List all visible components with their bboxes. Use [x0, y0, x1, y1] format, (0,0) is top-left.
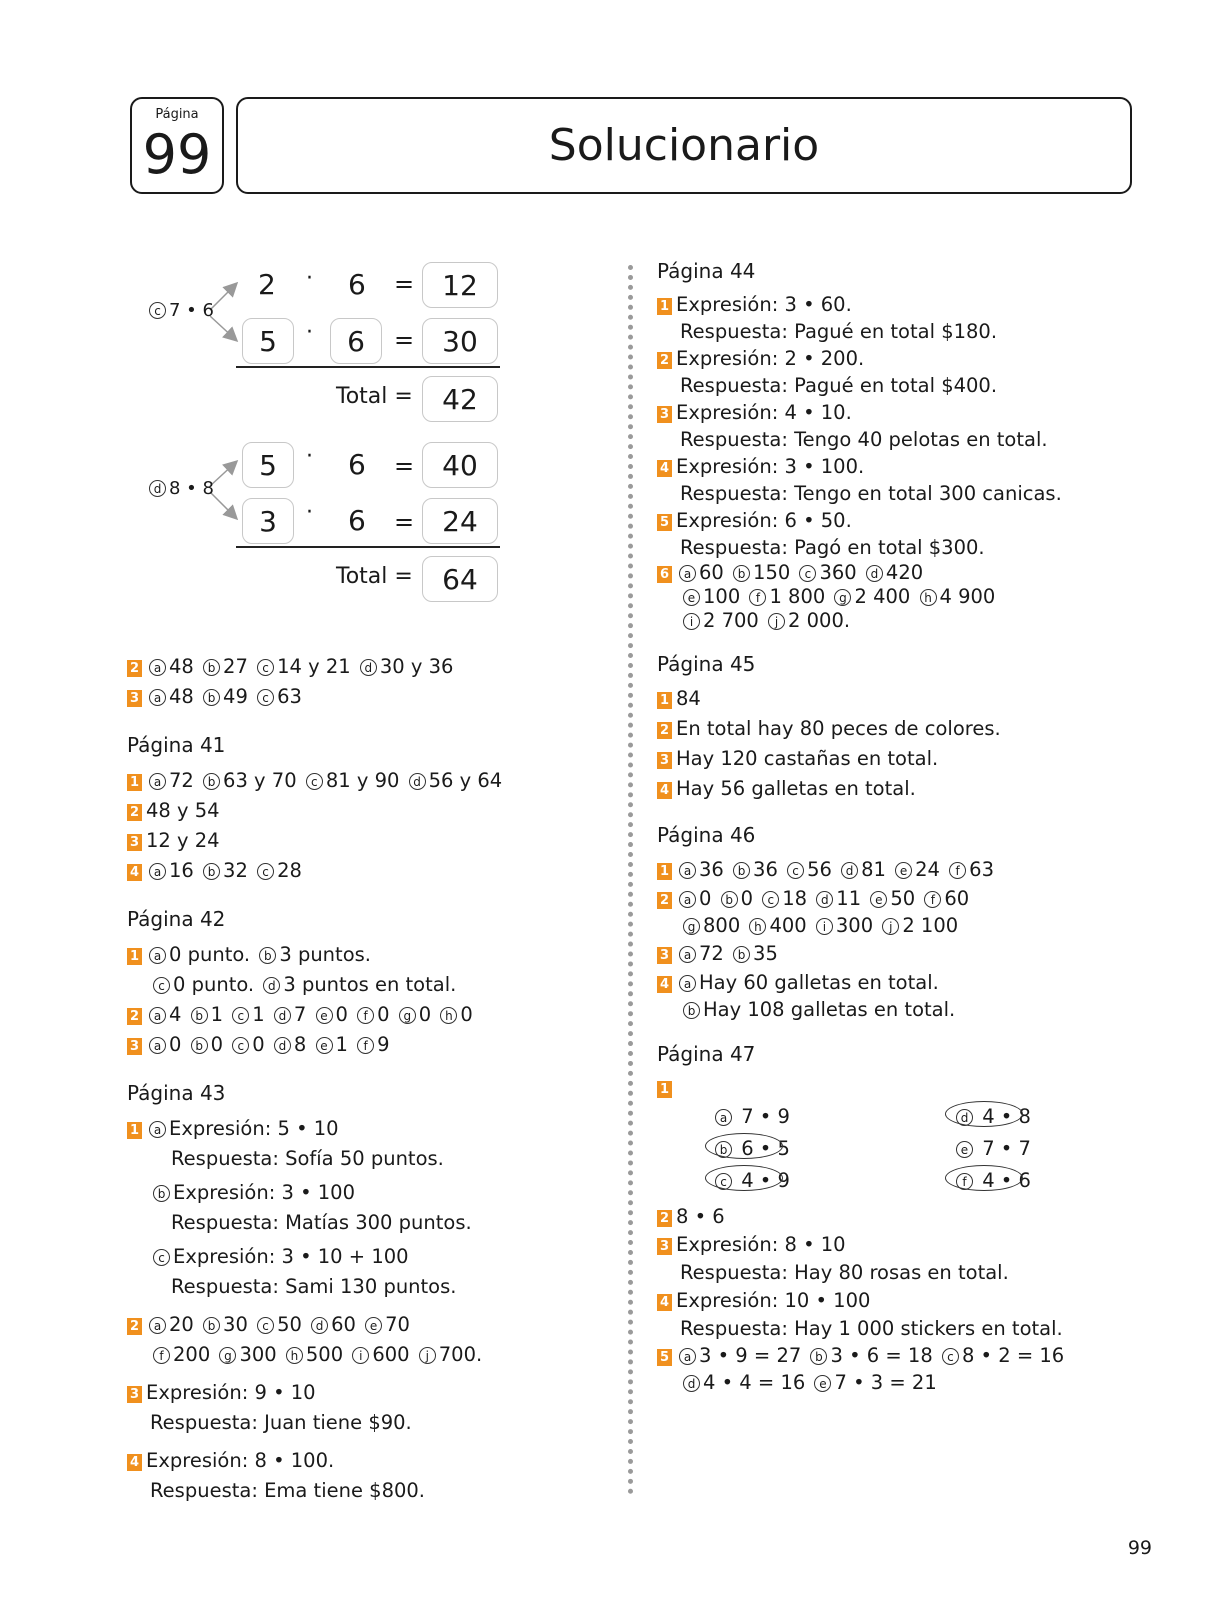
p43-item-1c: c Expresión: 3 • 10 + 100	[127, 1242, 597, 1272]
p44-item-2-resp: Respuesta: Pagué en total $400.	[680, 374, 998, 397]
diagram-d-label: d 8 • 8	[146, 478, 214, 499]
heading-p42: Página 42	[127, 907, 226, 931]
d-row2-equals: =	[394, 508, 415, 536]
p42-item-2: 2 a 4 b 1 c 1 d 7 e 0 f 0 g 0 h 0	[127, 1000, 597, 1030]
p47-1b: b 6 • 5	[712, 1135, 790, 1162]
p47-item-3-resp: Respuesta: Hay 80 rosas en total.	[680, 1261, 1009, 1284]
p40-item-2: 2 a 48 b 27 c 14 y 21 d 30 y 36	[127, 652, 597, 682]
p43-item-1b: b Expresión: 3 • 100	[127, 1178, 597, 1208]
decomposition-diagram	[140, 262, 520, 622]
p46-item-4: 4 a Hay 60 galletas en total.	[657, 969, 1157, 996]
d-row1-equals: =	[394, 452, 415, 480]
p44-item-6-cont1: e 100 f 1 800 g 2 400 h 4 900	[657, 585, 1157, 609]
d-row2-result: 24	[422, 498, 498, 544]
diagram-c-label: c 7 • 6	[146, 300, 214, 321]
p47-item-2: 2 8 • 6	[657, 1203, 1157, 1230]
c-row1-dot: ·	[306, 266, 313, 291]
p43-item-3-resp: Respuesta: Juan tiene $90.	[150, 1411, 412, 1434]
p43-item-1c-resp: Respuesta: Sami 130 puntos.	[171, 1275, 457, 1298]
p43-item-4: 4 Expresión: 8 • 100.	[127, 1446, 597, 1476]
p46-item-1: 1 a 36 b 36 c 56 d 81 e 24 f 63	[657, 855, 1157, 885]
p43-item-1a: 1 a Expresión: 5 • 10	[127, 1114, 597, 1144]
d-row1-dot: ·	[306, 444, 313, 469]
p44-item-5-resp: Respuesta: Pagó en total $300.	[680, 536, 985, 559]
p47-item-4: 4 Expresión: 10 • 100	[657, 1286, 1157, 1316]
heading-p47: Página 47	[657, 1042, 756, 1066]
p47-1d: d 4 • 8	[953, 1103, 1031, 1130]
c-row2-equals: =	[394, 326, 415, 354]
p45-item-4: 4 Hay 56 galletas en total.	[657, 774, 1157, 804]
p46-item-4-cont: b Hay 108 galletas en total.	[657, 996, 1157, 1023]
p47-1a: a 7 • 9	[712, 1103, 790, 1130]
d-row1-result: 40	[422, 442, 498, 488]
p47-item-4-resp: Respuesta: Hay 1 000 stickers en total.	[680, 1317, 1063, 1340]
d-total-label: Total =	[336, 564, 413, 589]
p47-item-1-grid	[657, 1101, 1157, 1203]
d-row1-factor1: 5	[242, 442, 294, 488]
p41-item-4: 4 a 16 b 32 c 28	[127, 856, 597, 886]
page-title: Solucionario	[236, 97, 1132, 194]
p41-item-1: 1 a 72 b 63 y 70 c 81 y 90 d 56 y 64	[127, 766, 597, 796]
c-row2-factor2: 6	[330, 318, 382, 364]
p43-item-3: 3 Expresión: 9 • 10	[127, 1378, 597, 1408]
p44-item-4-resp: Respuesta: Tengo en total 300 canicas.	[680, 482, 1062, 505]
p43-item-1a-resp: Respuesta: Sofía 50 puntos.	[171, 1147, 444, 1170]
p42-item-1-cont: c 0 punto. d 3 puntos en total.	[127, 970, 597, 1000]
heading-p45: Página 45	[657, 652, 756, 676]
p47-item-3: 3 Expresión: 8 • 10	[657, 1230, 1157, 1260]
p44-item-1-resp: Respuesta: Pagué en total $180.	[680, 320, 998, 343]
d-row1-factor2: 6	[348, 448, 366, 481]
p40-item-3: 3 a 48 b 49 c 63	[127, 682, 597, 712]
heading-p46: Página 46	[657, 823, 756, 847]
p47-item-5-cont: d 4 • 4 = 16 e 7 • 3 = 21	[657, 1369, 1157, 1396]
c-row2-factor1: 5	[242, 318, 294, 364]
p44-item-1: 1 Expresión: 3 • 60.	[657, 291, 1157, 318]
p44-item-3: 3 Expresión: 4 • 10.	[657, 399, 1157, 426]
page-number-box	[130, 97, 224, 194]
p44-item-6: 6 a 60 b 150 c 360 d 420	[657, 561, 1157, 585]
p47-1e: e 7 • 7	[953, 1135, 1031, 1162]
p41-item-3: 3 12 y 24	[127, 826, 597, 856]
p46-item-2: 2 a 0 b 0 c 18 d 11 e 50 f 60	[657, 885, 1157, 912]
c-total-label: Total =	[336, 384, 413, 409]
left-column	[127, 652, 597, 1506]
p44-item-5: 5 Expresión: 6 • 50.	[657, 507, 1157, 534]
c-row2-result: 30	[422, 318, 498, 364]
c-row2-dot: ·	[306, 320, 313, 345]
p44-item-4: 4 Expresión: 3 • 100.	[657, 453, 1157, 480]
p43-item-2-cont: f 200 g 300 h 500 i 600 j 700.	[127, 1340, 597, 1370]
p42-item-1: 1 a 0 punto. b 3 puntos.	[127, 940, 597, 970]
p43-item-4-resp: Respuesta: Ema tiene $800.	[150, 1479, 425, 1502]
p45-item-1: 1 84	[657, 684, 1157, 714]
p47-1f: f 4 • 6	[953, 1167, 1031, 1194]
c-total-value: 42	[422, 376, 498, 422]
d-row2-factor1: 3	[242, 498, 294, 544]
column-divider	[628, 265, 633, 1495]
c-row1-factor1: 2	[258, 268, 276, 301]
p45-item-3: 3 Hay 120 castañas en total.	[657, 744, 1157, 774]
heading-p43: Página 43	[127, 1081, 226, 1105]
footer-page-number: 99	[1127, 1537, 1152, 1559]
p47-1d-oval	[945, 1101, 1023, 1127]
p41-item-2: 2 48 y 54	[127, 796, 597, 826]
p42-item-3: 3 a 0 b 0 c 0 d 8 e 1 f 9	[127, 1030, 597, 1060]
p46-item-3: 3 a 72 b 35	[657, 939, 1157, 969]
c-row1-factor2: 6	[348, 268, 366, 301]
c-row1-result: 12	[422, 262, 498, 308]
page-number: 99	[142, 123, 212, 186]
p47-item-1: 1	[657, 1074, 1157, 1101]
p43-item-2: 2 a 20 b 30 c 50 d 60 e 70	[127, 1310, 597, 1340]
d-total-value: 64	[422, 556, 498, 602]
p47-1b-oval	[705, 1133, 783, 1159]
p44-item-3-resp: Respuesta: Tengo 40 pelotas en total.	[680, 428, 1048, 451]
heading-p41: Página 41	[127, 733, 226, 757]
p47-1f-oval	[945, 1165, 1023, 1191]
d-row2-dot: ·	[306, 500, 313, 525]
p47-item-5: 5 a 3 • 9 = 27 b 3 • 6 = 18 c 8 • 2 = 16	[657, 1342, 1157, 1369]
page-label: Página	[155, 107, 199, 122]
p46-item-2-cont: g 800 h 400 i 300 j 2 100	[657, 912, 1157, 939]
p45-item-2: 2 En total hay 80 peces de colores.	[657, 714, 1157, 744]
p44-item-2: 2 Expresión: 2 • 200.	[657, 345, 1157, 372]
d-row2-factor2: 6	[348, 504, 366, 537]
heading-p44: Página 44	[657, 259, 756, 283]
p43-item-1b-resp: Respuesta: Matías 300 puntos.	[171, 1211, 472, 1234]
p47-1c-oval	[705, 1165, 783, 1191]
c-row1-equals: =	[394, 270, 415, 298]
p44-item-6-cont2: i 2 700 j 2 000.	[657, 609, 1157, 633]
right-column	[657, 258, 1157, 1396]
p47-1c: c 4 • 9	[712, 1167, 790, 1194]
